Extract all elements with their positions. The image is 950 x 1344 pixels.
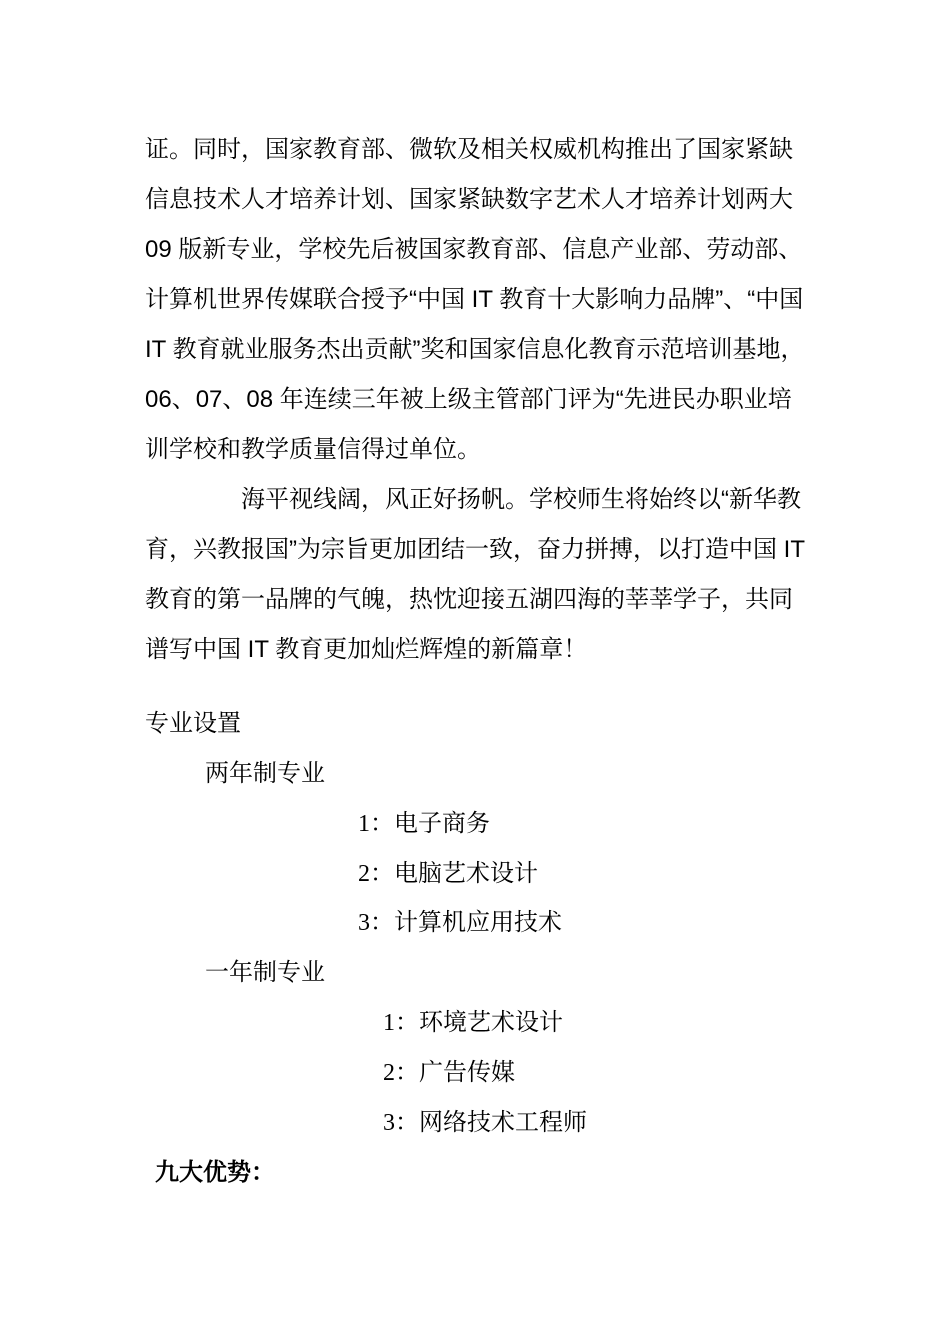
- paragraph2-line-1: 海平视线阔，风正好扬帆。学校师生将始终以“新华教: [241, 486, 801, 513]
- one-year-item-1: 1：环境艺术设计: [383, 1010, 563, 1036]
- one-year-title: 一年制专业: [205, 960, 325, 986]
- paragraph2-line-2: 育，兴教报国”为宗旨更加团结一致，奋力拼搏，以打造中国 IT: [145, 536, 805, 563]
- two-year-item-2: 2：电脑艺术设计: [358, 861, 538, 887]
- two-year-title: 两年制专业: [205, 761, 325, 787]
- paragraph1-line-3: 09 版新专业，学校先后被国家教育部、信息产业部、劳动部、: [145, 236, 803, 263]
- paragraph2-line-4: 谱写中国 IT 教育更加灿烂辉煌的新篇章！: [145, 636, 588, 663]
- paragraph1-line-4: 计算机世界传媒联合授予“中国 IT 教育十大影响力品牌”、“中国: [145, 286, 804, 313]
- two-year-item-1: 1：电子商务: [358, 811, 490, 837]
- paragraph1-line-5: IT 教育就业服务杰出贡献”奖和国家信息化教育示范培训基地，: [145, 336, 805, 363]
- paragraph1-line-2: 信息技术人才培养计划、国家紧缺数字艺术人才培养计划两大: [145, 186, 793, 213]
- paragraph1-line-6: 06、07、08 年连续三年被上级主管部门评为“先进民办职业培: [145, 386, 792, 413]
- paragraph1-line-1: 证。同时，国家教育部、微软及相关权威机构推出了国家紧缺: [145, 136, 793, 163]
- paragraph1-line-7: 训学校和教学质量信得过单位。: [145, 436, 481, 463]
- advantages-title: 九大优势：: [155, 1160, 275, 1186]
- section-title: 专业设置: [145, 710, 241, 737]
- two-year-item-3: 3：计算机应用技术: [358, 910, 562, 936]
- paragraph2-line-3: 教育的第一品牌的气魄，热忱迎接五湖四海的莘莘学子，共同: [145, 586, 793, 613]
- one-year-item-3: 3：网络技术工程师: [383, 1110, 587, 1136]
- one-year-item-2: 2：广告传媒: [383, 1060, 515, 1086]
